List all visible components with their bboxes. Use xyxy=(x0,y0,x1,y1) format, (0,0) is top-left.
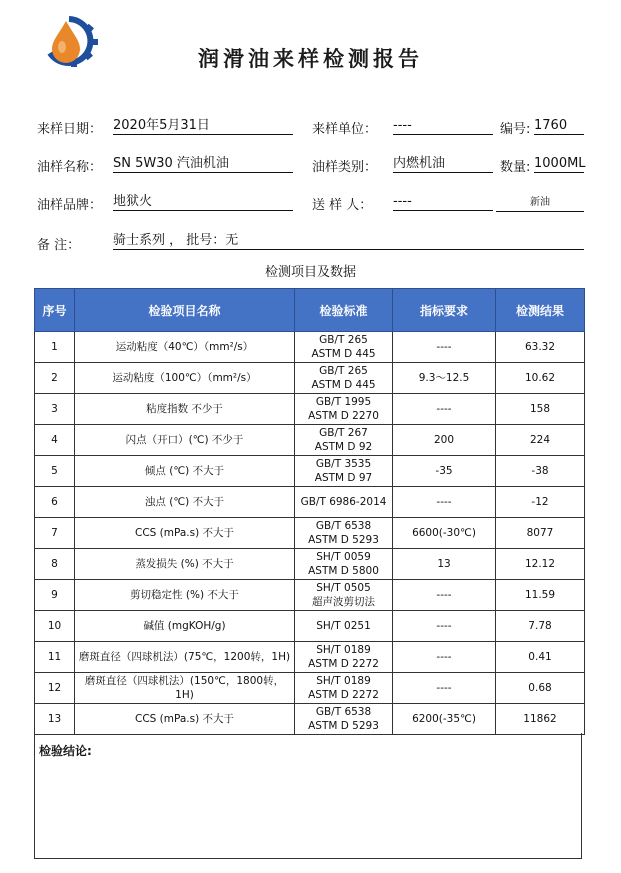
table-row xyxy=(35,673,585,704)
standard-line-2: ASTM D 2272 xyxy=(308,658,379,670)
oil-type-label: 油样类别： xyxy=(312,160,378,175)
brand-label: 油样品牌： xyxy=(37,198,103,213)
table-row xyxy=(35,425,585,456)
table-row xyxy=(35,518,585,549)
row-standard xyxy=(295,425,393,456)
row-item: 浊点 (℃) 不大于 xyxy=(75,487,295,518)
brand-value: 地狱火 xyxy=(113,192,293,211)
oil-name-value: SN 5W30 汽油机油 xyxy=(113,154,293,173)
row-item: 剪切稳定性 (%) 不大于 xyxy=(75,580,295,611)
row-item: 磨斑直径（四球机法）(75℃，1200转，1H) xyxy=(75,642,295,673)
row-item: 运动粘度（100℃）（mm²/s） xyxy=(75,363,295,394)
row-result: 7.78 xyxy=(496,611,585,642)
serial-value: 1760 xyxy=(534,116,584,135)
results-table xyxy=(34,288,585,735)
row-standard xyxy=(295,363,393,394)
row-standard xyxy=(295,487,393,518)
row-requirement: ---- xyxy=(393,673,496,704)
row-requirement: -35 xyxy=(393,456,496,487)
row-result: 8077 xyxy=(496,518,585,549)
row-no: 8 xyxy=(35,549,75,580)
table-row xyxy=(35,611,585,642)
table-row xyxy=(35,580,585,611)
row-result: 0.68 xyxy=(496,673,585,704)
sender-value: ---- xyxy=(393,192,493,211)
standard-line-1: GB/T 265 xyxy=(319,334,368,346)
standard-line-1: GB/T 1995 xyxy=(315,396,372,408)
row-requirement: 9.3～12.5 xyxy=(393,363,496,394)
quantity-value: 1000ML xyxy=(534,156,586,171)
row-result: 63.32 xyxy=(496,332,585,363)
standard-line-1: SH/T 0189 xyxy=(316,675,371,687)
standard-line-2: ASTM D 2270 xyxy=(308,410,379,422)
standard-line-1: SH/T 0505 xyxy=(316,582,371,594)
standard-line-1: SH/T 0189 xyxy=(316,644,371,656)
standard-line-1: GB/T 3535 xyxy=(315,458,372,470)
row-no: 13 xyxy=(35,704,75,735)
row-standard xyxy=(295,394,393,425)
row-requirement: ---- xyxy=(393,487,496,518)
table-header-row xyxy=(35,289,585,332)
sample-unit-label: 来样单位： xyxy=(312,122,378,137)
standard-line-2: ASTM D 5293 xyxy=(308,534,379,546)
row-result: 224 xyxy=(496,425,585,456)
sample-unit-value: ---- xyxy=(393,116,493,135)
row-no: 4 xyxy=(35,425,75,456)
row-standard xyxy=(295,456,393,487)
table-row xyxy=(35,642,585,673)
row-no: 10 xyxy=(35,611,75,642)
sender-label: 送 样 人： xyxy=(312,198,373,213)
standard-line-2: ASTM D 5800 xyxy=(308,565,379,577)
row-no: 9 xyxy=(35,580,75,611)
row-result: 10.62 xyxy=(496,363,585,394)
row-item: CCS (mPa.s) 不大于 xyxy=(75,518,295,549)
remark-label: 备 注： xyxy=(37,238,81,253)
row-no: 12 xyxy=(35,673,75,704)
table-row xyxy=(35,394,585,425)
sample-date-value: 2020年5月31日 xyxy=(113,116,293,135)
header-requirement: 指标要求 xyxy=(393,289,496,332)
row-item: 倾点 (℃) 不大于 xyxy=(75,456,295,487)
standard-line-1: SH/T 0251 xyxy=(316,620,371,632)
table-row xyxy=(35,549,585,580)
row-no: 7 xyxy=(35,518,75,549)
condition-value: 新油 xyxy=(496,193,584,212)
oil-type-value: 内燃机油 xyxy=(393,154,493,173)
row-no: 1 xyxy=(35,332,75,363)
standard-line-1: GB/T 6538 xyxy=(315,706,372,718)
row-item: 粘度指数 不少于 xyxy=(75,394,295,425)
table-row xyxy=(35,363,585,394)
standard-line-2: ASTM D 97 xyxy=(314,472,373,484)
row-requirement: ---- xyxy=(393,642,496,673)
serial-label: 编号: xyxy=(500,122,531,137)
row-result: -12 xyxy=(496,487,585,518)
table-row xyxy=(35,332,585,363)
table-row xyxy=(35,487,585,518)
row-requirement: 13 xyxy=(393,549,496,580)
standard-line-2: ASTM D 92 xyxy=(314,441,373,453)
row-item: 蒸发损失 (%) 不大于 xyxy=(75,549,295,580)
row-result: 11862 xyxy=(496,704,585,735)
conclusion-box xyxy=(34,733,582,859)
row-requirement: ---- xyxy=(393,394,496,425)
row-standard xyxy=(295,549,393,580)
row-no: 5 xyxy=(35,456,75,487)
row-result: 12.12 xyxy=(496,549,585,580)
row-result: 158 xyxy=(496,394,585,425)
standard-line-1: GB/T 6986-2014 xyxy=(300,496,387,508)
oil-name-label: 油样名称： xyxy=(37,160,103,175)
row-requirement: 200 xyxy=(393,425,496,456)
row-item: 碱值 (mgKOH/g) xyxy=(75,611,295,642)
row-requirement: 6200(-35℃) xyxy=(393,704,496,735)
standard-line-1: GB/T 267 xyxy=(319,427,368,439)
header-item: 检验项目名称 xyxy=(75,289,295,332)
report-title: 润滑油来样检测报告 xyxy=(198,46,423,71)
row-requirement: ---- xyxy=(393,611,496,642)
row-item: 磨斑直径（四球机法）(150℃，1800转，1H) xyxy=(75,673,295,704)
standard-line-1: GB/T 6538 xyxy=(315,520,372,532)
table-row xyxy=(35,456,585,487)
row-standard xyxy=(295,673,393,704)
row-standard xyxy=(295,704,393,735)
row-item: 闪点（开口）(℃) 不少于 xyxy=(75,425,295,456)
standard-line-2: ASTM D 5293 xyxy=(308,720,379,732)
table-caption: 检测项目及数据 xyxy=(264,265,356,280)
standard-line-2: ASTM D 445 xyxy=(311,348,376,360)
row-result: 0.41 xyxy=(496,642,585,673)
sample-date-label: 来样日期： xyxy=(37,122,103,137)
row-standard xyxy=(295,642,393,673)
row-requirement: ---- xyxy=(393,332,496,363)
row-no: 6 xyxy=(35,487,75,518)
row-item: 运动粘度（40℃）（mm²/s） xyxy=(75,332,295,363)
row-no: 3 xyxy=(35,394,75,425)
row-requirement: 6600(-30℃) xyxy=(393,518,496,549)
row-result: -38 xyxy=(496,456,585,487)
row-requirement: ---- xyxy=(393,580,496,611)
header-no: 序号 xyxy=(35,289,75,332)
row-standard xyxy=(295,332,393,363)
standard-line-1: SH/T 0059 xyxy=(316,551,371,563)
header-standard: 检验标准 xyxy=(295,289,393,332)
standard-line-2: ASTM D 445 xyxy=(311,379,376,391)
conclusion-label: 检验结论: xyxy=(39,744,92,758)
standard-line-2: 超声波剪切法 xyxy=(312,596,375,608)
row-standard xyxy=(295,518,393,549)
row-result: 11.59 xyxy=(496,580,585,611)
header-result: 检测结果 xyxy=(496,289,585,332)
standard-line-2: ASTM D 2272 xyxy=(308,689,379,701)
row-standard xyxy=(295,580,393,611)
quantity-label: 数量: xyxy=(500,160,531,175)
table-row xyxy=(35,704,585,735)
standard-line-1: GB/T 265 xyxy=(319,365,368,377)
row-item: CCS (mPa.s) 不大于 xyxy=(75,704,295,735)
row-no: 11 xyxy=(35,642,75,673)
remark-value: 骑士系列 ， 批号：无 xyxy=(113,231,584,250)
row-standard xyxy=(295,611,393,642)
row-no: 2 xyxy=(35,363,75,394)
